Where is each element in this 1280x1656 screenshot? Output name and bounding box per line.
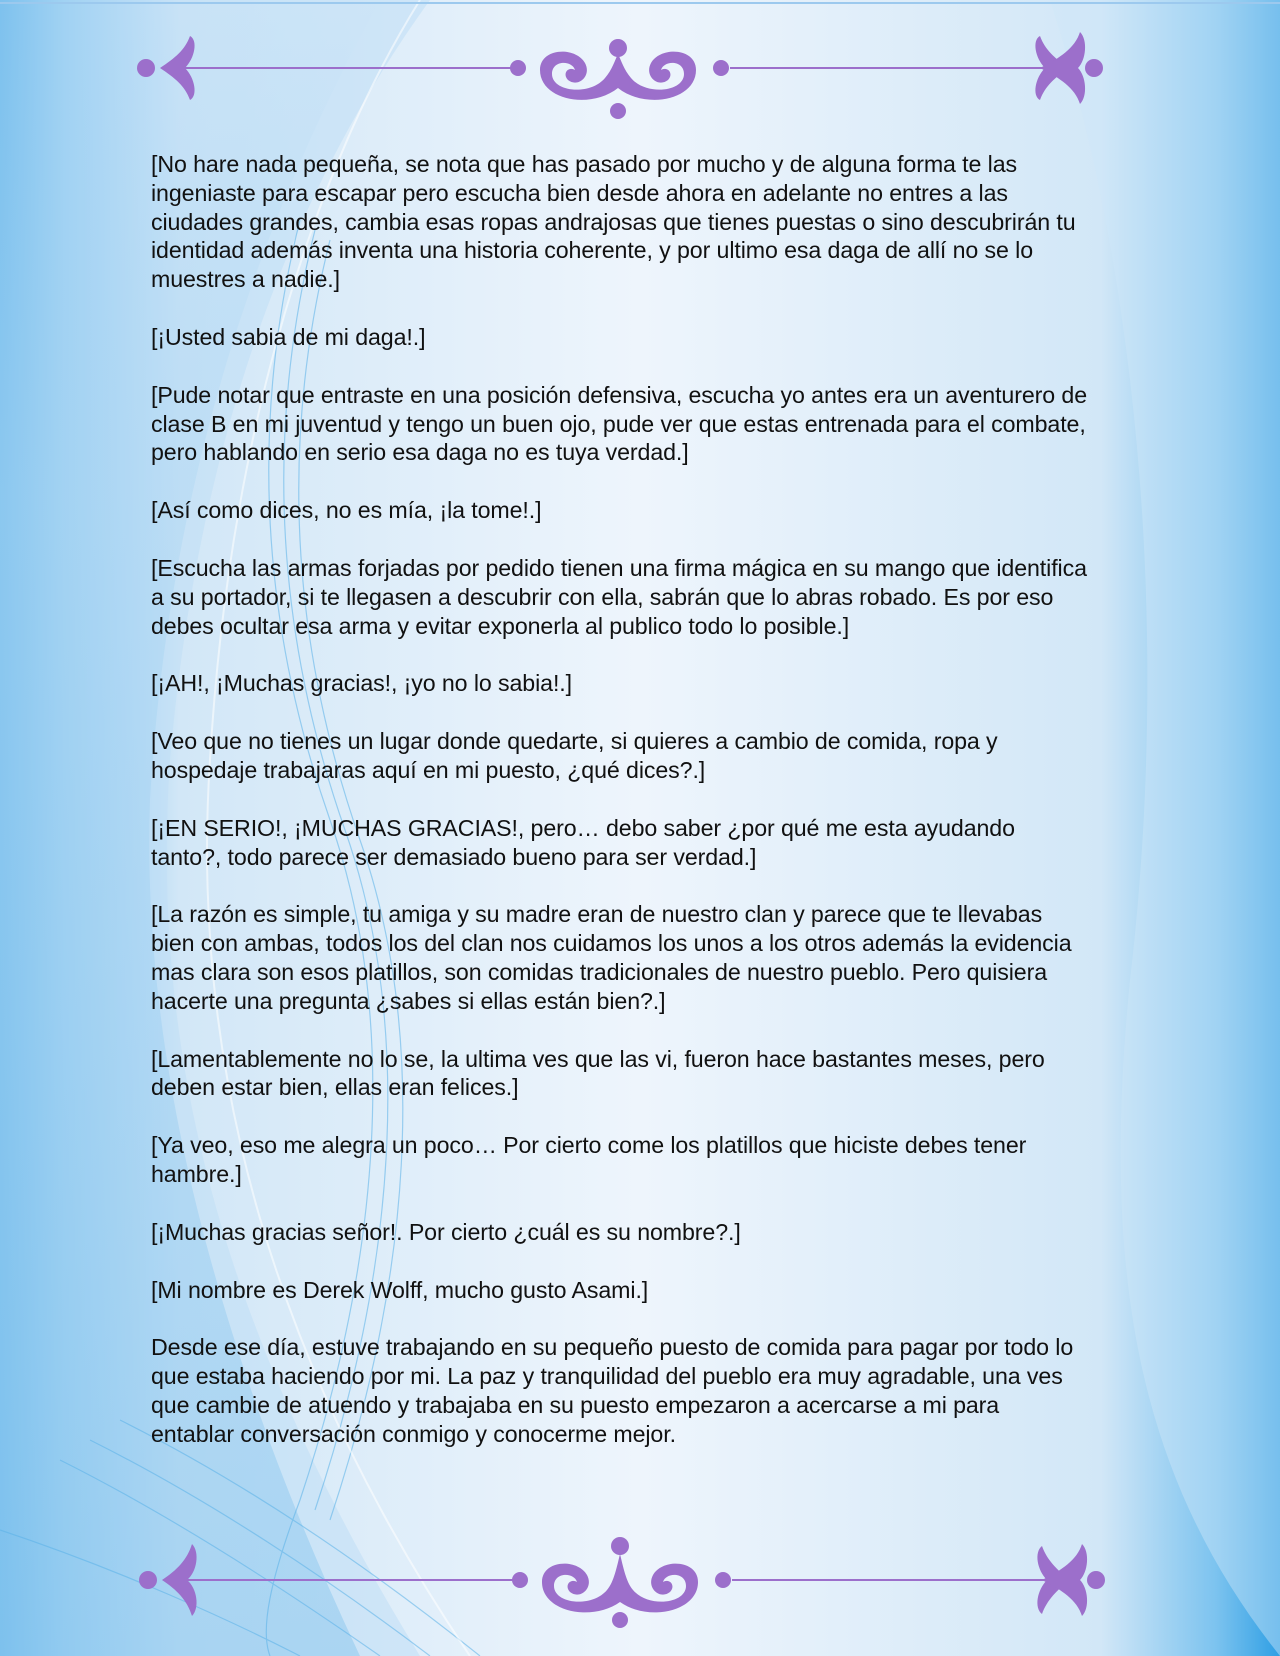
paragraph: [¡Usted sabia de mi daga!.] [151,323,426,350]
paragraph: [Veo que no tienes un lugar donde quedarte, si quieres a cambio de comida, ropa y hospedaje trabajaras aquí en mi puesto, ¿qué dices?.] [151,728,998,783]
paragraph: Desde ese día, estuve trabajando en su pequeño puesto de comida para pagar por todo lo que estaba haciendo por mi. La paz y tranquilidad del pueblo era muy agradable, una ves que cambie de atuendo y trabajaba en su puesto empezaron a acercarse a mi para entablar conversación conmigo y conocerme mejor. [151,1334,1074,1447]
paragraph: [La razón es simple, tu amiga y su madre eran de nuestro clan y parece que te llevabas bien con ambas, todos los del clan nos cuidamos los unos a los otros además la evidencia mas clara son esos platillos, son comidas tradicionales de nuestro pueblo. Pero quisiera hacerte una pregunta ¿sabes si ellas están bien?.] [151,901,1072,1014]
paragraph: [¡AH!, ¡Muchas gracias!, ¡yo no lo sabia!.] [151,670,572,697]
bottom-ornament-icon [0,1530,1280,1640]
paragraph: [¡Muchas gracias señor!. Por cierto ¿cuál es su nombre?.] [151,1218,741,1245]
paragraph: [Lamentablemente no lo se, la ultima ves que las vi, fueron hace bastantes meses, pero deben estar bien, ellas eran felices.] [151,1045,1045,1101]
paragraph: [Escucha las armas forjadas por pedido tienen una firma mágica en su mango que identifica a su portador, si te llegasen a descubrir con ella, sabrán que lo abras robado. Es por eso debes ocultar esa arma y evitar exponerla al publico todo lo posible.] [151,554,1087,639]
paragraph: [Pude notar que entraste en una posición defensiva, escucha yo antes era un aventurero de clase B en mi juventud y tengo un buen ojo, pude ver que estas entrenada para el combate, pero hablando en serio esa daga no es tuya verdad.] [151,381,1087,466]
paragraph: [Así como dices, no es mía, ¡la tome!.] [151,497,542,524]
document-body [151,150,1087,1478]
paragraph: [No hare nada pequeña, se nota que has pasado por mucho y de alguna forma te las ingeniaste para escapar pero escucha bien desde ahora en adelante no entres a las ciudades grandes, cambia esas ropas andrajosas que tienes puestas o sino descubrirán tu identidad además inventa una historia coherente, y por ultimo esa daga de allí no se lo muestres a nadie.] [151,151,1076,293]
top-ornament-icon [0,18,1280,128]
paragraph: [Mi nombre es Derek Wolff, mucho gusto Asami.] [151,1276,649,1303]
paragraph: [¡EN SERIO!, ¡MUCHAS GRACIAS!, pero… debo saber ¿por qué me esta ayudando tanto?, todo parece ser demasiado bueno para ser verdad.] [151,814,1015,870]
paragraph: [Ya veo, eso me alegra un poco… Por cierto come los platillos que hiciste debes tener hambre.] [151,1132,1027,1187]
